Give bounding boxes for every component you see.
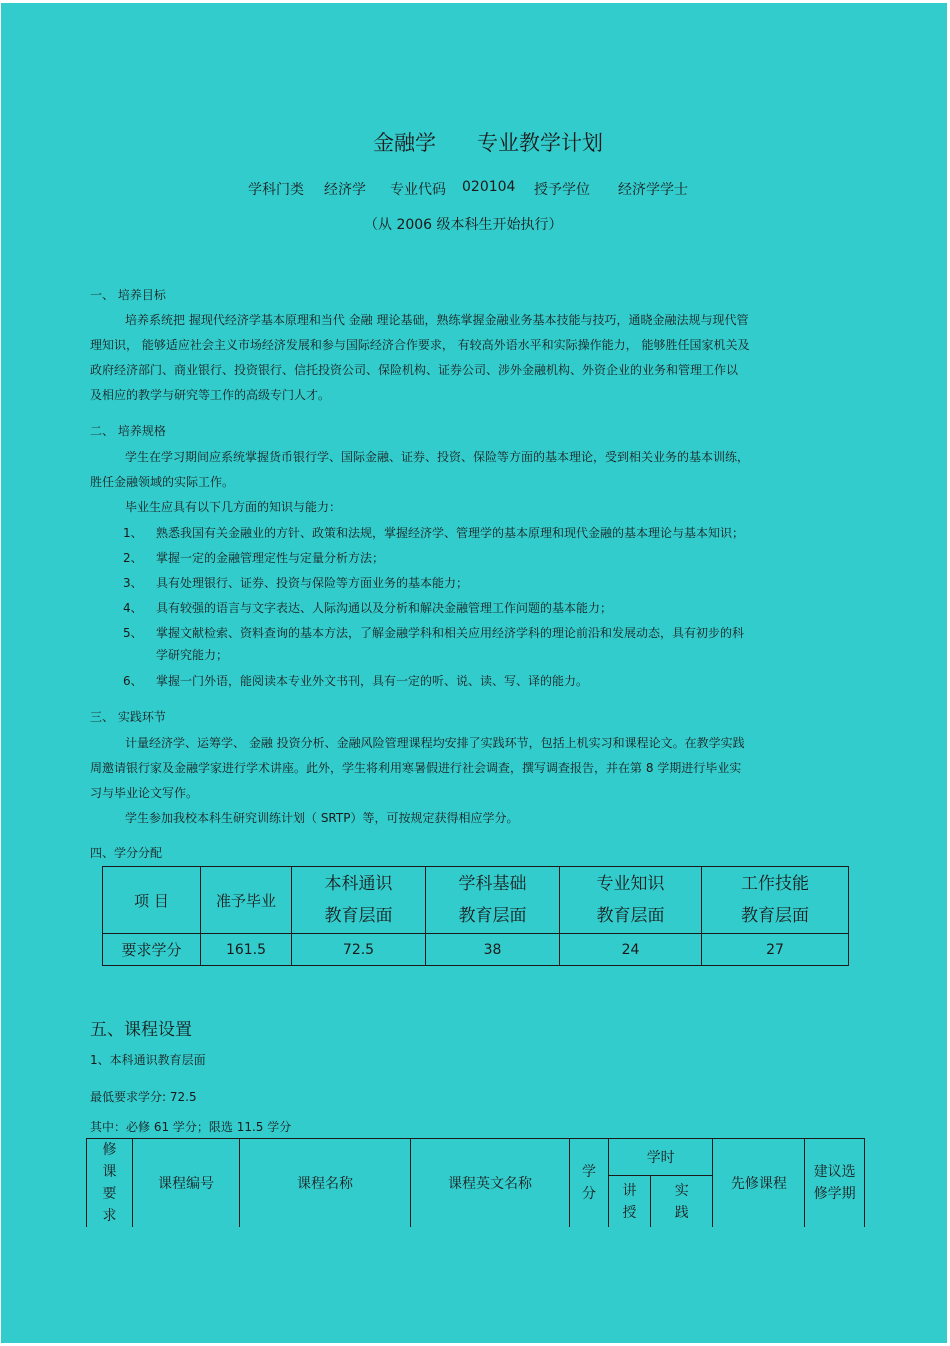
section-5-heading: 五、课程设置 [90, 1020, 192, 1040]
header-lecture-hours: 讲 授 [609, 1176, 651, 1227]
header-course-code: 课程编号 [133, 1139, 240, 1228]
s5-min-credit: 最低要求学分: 72.5 [90, 1090, 197, 1104]
s1-line-3: 政府经济部门、商业银行、投资银行、信托投资公司、保险机构、证券公司、涉外金融机构、外资企业的业务和管理工作以 [90, 363, 739, 377]
s2-item-3-text: 具有处理银行、证券、投资与保险等方面业务的基本能力； [156, 576, 469, 590]
s5-credit-split: 其中：必修 61 学分；限选 11.5 学分 [90, 1120, 292, 1134]
header-work-skill: 工作技能 教育层面 [702, 867, 849, 934]
header-hours: 学时 [609, 1139, 713, 1176]
header-course-name: 课程名称 [240, 1139, 411, 1228]
value-work-skill: 27 [702, 934, 849, 966]
value-discipline-basic: 38 [426, 934, 560, 966]
s3-line-4: 学生参加我校本科生研究训练计划（ SRTP）等，可按规定获得相应学分。 [125, 811, 519, 825]
category-label: 学科门类 [248, 182, 304, 198]
header-item: 项 目 [103, 867, 201, 934]
credit-table [102, 866, 849, 966]
s1-line-2: 理知识， 能够适应社会主义市场经济发展和参与国际经济合作要求， 有较高外语水平和实际操作能力， 能够胜任国家机关及 [90, 338, 750, 352]
header-professional: 专业知识 教育层面 [560, 867, 702, 934]
effective-note: （从 2006 级本科生开始执行） [364, 217, 563, 233]
header-general-edu: 本科通识 教育层面 [292, 867, 426, 934]
s1-line-1: 培养系统把 握现代经济学基本原理和当代 金融 理论基础，熟练掌握金融业务基本技能与技巧，通晓金融法规与现代管 [125, 313, 749, 327]
value-graduation: 161.5 [201, 934, 292, 966]
s2-item-4-text: 具有较强的语言与文字表达、人际沟通以及分析和解决金融管理工作问题的基本能力； [156, 601, 613, 615]
header-course-requirement: 修 课 要 求 [87, 1139, 133, 1228]
s3-line-1: 计量经济学、运筹学、 金融 投资分析、金融风险管理课程均安排了实践环节，包括上机实习和课程论文。在教学实践 [125, 736, 745, 750]
category-value: 经济学 [324, 182, 366, 198]
s2-item-1-num: 1、 [123, 526, 143, 540]
value-general-edu: 72.5 [292, 934, 426, 966]
header-practice-hours: 实 践 [651, 1176, 713, 1227]
header-graduation: 准予毕业 [201, 867, 292, 934]
s2-line-3: 毕业生应具有以下几方面的知识与能力： [125, 500, 342, 514]
s2-item-2-num: 2、 [123, 551, 143, 565]
row-required-credits: 要求学分 [103, 934, 201, 966]
header-prerequisite: 先修课程 [713, 1139, 805, 1228]
section-2-heading: 二、 培养规格 [90, 424, 166, 438]
header-suggested-term: 建议选 修学期 [805, 1139, 865, 1228]
s2-item-5-text-cont: 学研究能力； [156, 648, 229, 662]
title-major: 金融学 [373, 131, 436, 155]
code-label: 专业代码 [390, 182, 446, 198]
s2-item-5-num: 5、 [123, 626, 143, 640]
s3-line-3: 习与毕业论文写作。 [90, 786, 199, 800]
header-course-english-name: 课程英文名称 [411, 1139, 570, 1228]
s2-line-2: 胜任金融领域的实际工作。 [90, 475, 235, 489]
document-page [1, 3, 947, 1343]
s1-line-4: 及相应的教学与研究等工作的高级专门人才。 [90, 388, 331, 402]
s2-item-6-text: 掌握一门外语，能阅读本专业外文书刊，具有一定的听、说、读、写、译的能力。 [156, 674, 589, 688]
header-discipline-basic: 学科基础 教育层面 [426, 867, 560, 934]
s5-subheading: 1、本科通识教育层面 [90, 1053, 206, 1067]
course-table [86, 1138, 865, 1227]
s2-item-6-num: 6、 [123, 674, 143, 688]
value-professional: 24 [560, 934, 702, 966]
s2-item-4-num: 4、 [123, 601, 143, 615]
section-1-heading: 一、 培养目标 [90, 288, 166, 302]
title-suffix: 专业教学计划 [477, 131, 603, 155]
section-3-heading: 三、 实践环节 [90, 710, 166, 724]
s3-line-2: 周邀请银行家及金融学家进行学术讲座。此外，学生将利用寒暑假进行社会调查，撰写调查报告，并在第 8 学期进行毕业实 [90, 761, 742, 775]
s2-item-2-text: 掌握一定的金融管理定性与定量分析方法； [156, 551, 385, 565]
s2-line-1: 学生在学习期间应系统掌握货币银行学、国际金融、证券、投资、保险等方面的基本理论，受到相关业务的基本训练， [125, 450, 750, 464]
s2-item-5-text: 掌握文献检索、资料查询的基本方法，了解金融学科和相关应用经济学科的理论前沿和发展动态，具有初步的科 [156, 626, 745, 640]
code-value: 020104 [462, 179, 516, 195]
degree-label: 授予学位 [534, 182, 590, 198]
header-credit: 学 分 [570, 1139, 609, 1228]
section-4-heading: 四、学分分配 [90, 846, 163, 860]
s2-item-3-num: 3、 [123, 576, 143, 590]
s2-item-1-text: 熟悉我国有关金融业的方针、政策和法规，掌握经济学、管理学的基本原理和现代金融的基本理论与基本知识； [156, 526, 745, 540]
degree-value: 经济学学士 [618, 182, 688, 198]
